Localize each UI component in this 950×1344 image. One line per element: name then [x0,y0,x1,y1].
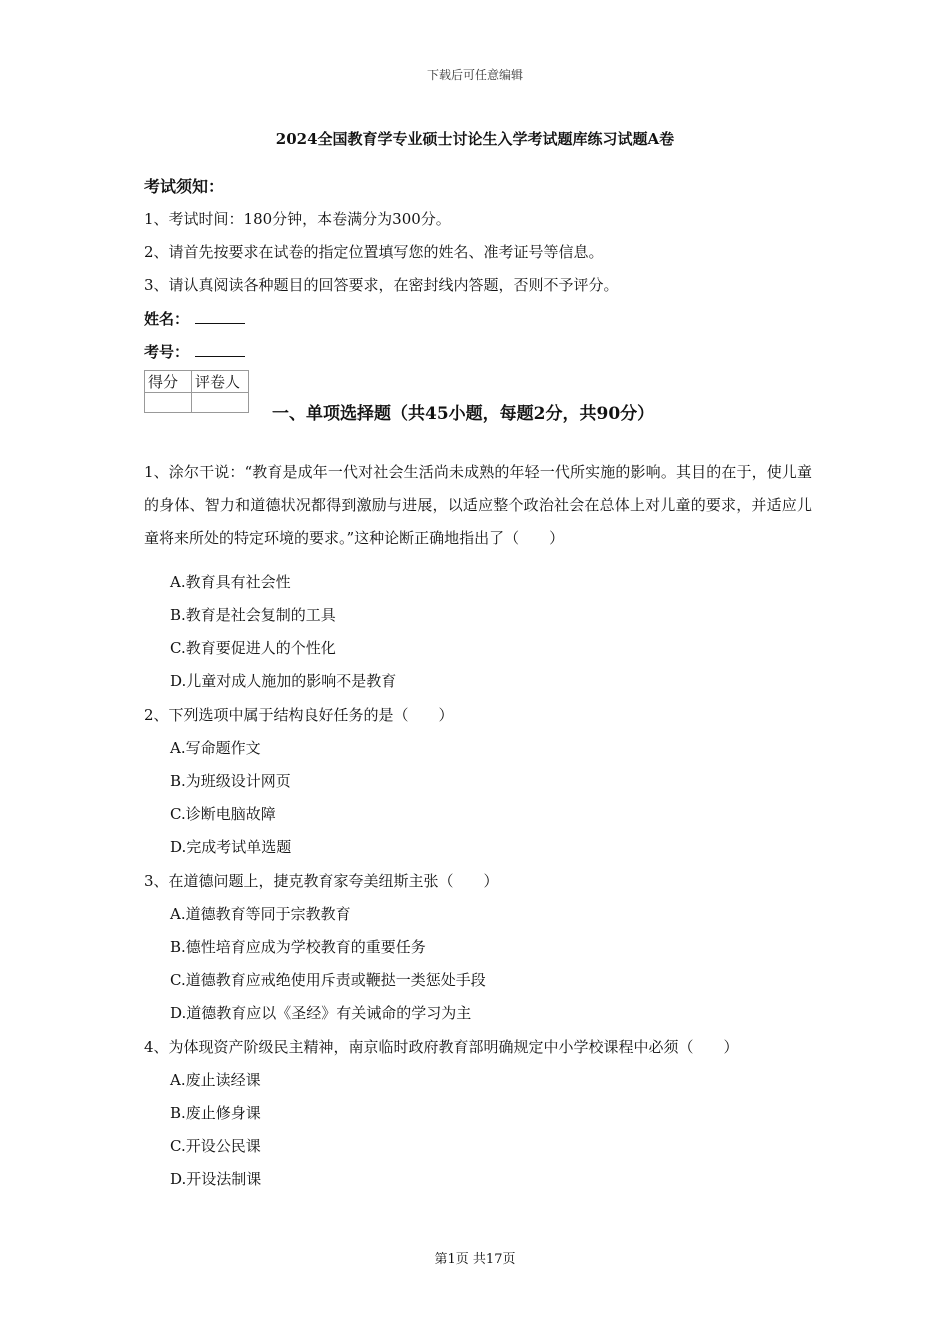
option-a: A.教育具有社会性 [170,573,291,591]
notice-item: 1、考试时间：180分钟，本卷满分为300分。 [144,210,451,228]
name-label: 姓名： [144,310,190,328]
question-stem: 1、涂尔干说：“教育是成年一代对社会生活尚未成熟的年轻一代所实施的影响。其目的在于，使儿童的身体、智力和道德状况都得到激励与进展，以适应整个政治社会在总体上对儿童的要求，并适应儿童将来所处的特定环境的要求。”这种论断正确地指出了（ ） [144,463,812,547]
name-blank[interactable] [195,309,245,324]
question-stem: 3、在道德问题上，捷克教育家夸美纽斯主张（ ） [144,872,499,890]
page-footer: 第1页 共17页 [434,1252,516,1267]
option-a: A.写命题作文 [170,739,261,757]
option-d: D.儿童对成人施加的影响不是教育 [170,672,397,690]
header-note: 下载后可任意编辑 [426,68,523,82]
notice-item: 3、请认真阅读各种题目的回答要求，在密封线内答题，否则不予评分。 [144,276,619,294]
notice-item: 2、请首先按要求在试卷的指定位置填写您的姓名、准考证号等信息。 [144,243,604,261]
grader-cell[interactable] [192,393,249,413]
option-b: B.德性培育应成为学校教育的重要任务 [170,938,426,956]
option-a: A.废止读经课 [170,1071,261,1089]
id-label: 考号： [144,343,190,361]
score-cell[interactable] [145,393,192,413]
id-field [144,341,245,362]
option-c: C.开设公民课 [170,1137,261,1155]
option-b: B.教育是社会复制的工具 [170,606,336,624]
score-header: 得分 [145,371,192,393]
grader-header: 评卷人 [192,371,249,393]
option-c: C.教育要促进人的个性化 [170,639,336,657]
document-title: 2024全国教育学专业硕士讨论生入学考试题库练习试题A卷 [275,130,675,148]
section-title: 一、单项选择题（共45小题，每题2分，共90分） [272,404,655,424]
option-c: C.道德教育应戒绝使用斥责或鞭挞一类惩处手段 [170,971,486,989]
id-blank[interactable] [195,342,245,357]
score-table [144,370,249,413]
name-field [144,308,245,329]
question-stem: 2、下列选项中属于结构良好任务的是（ ） [144,706,454,724]
notice-title: 考试须知： [144,177,225,196]
option-b: B.废止修身课 [170,1104,261,1122]
option-d: D.道德教育应以《圣经》有关诫命的学习为主 [170,1004,472,1022]
option-a: A.道德教育等同于宗教教育 [170,905,351,923]
option-b: B.为班级设计网页 [170,772,291,790]
option-c: C.诊断电脑故障 [170,805,276,823]
option-d: D.开设法制课 [170,1170,262,1188]
question-stem: 4、为体现资产阶级民主精神，南京临时政府教育部明确规定中小学校课程中必须（ ） [144,1038,739,1056]
option-d: D.完成考试单选题 [170,838,292,856]
